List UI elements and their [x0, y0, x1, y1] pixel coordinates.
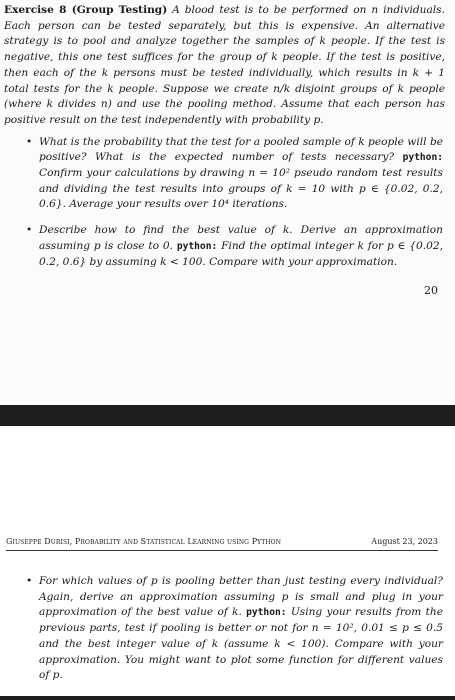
exercise-items — [4, 135, 445, 271]
running-header — [6, 537, 438, 551]
header-date: August 23, 2023 — [371, 537, 438, 546]
python-label: python: — [246, 607, 287, 619]
bullet-icon: • — [26, 135, 33, 148]
item-text: Describe how to find the best value of k. Derive an approximation assuming p is close to 0. — [39, 224, 443, 252]
page-divider — [0, 405, 455, 426]
python-label: python: — [176, 240, 218, 252]
bottom-strip — [0, 696, 455, 700]
bullet-icon: • — [26, 575, 33, 587]
exercise-intro — [4, 3, 445, 129]
header-author-title: Giuseppe Durisi, Probability and Statistical Learning using Python — [6, 537, 282, 546]
item-text: What is the probability that the test for a pooled sample of k people will be positive? What is the expected number of tests necessary? — [39, 135, 443, 164]
list-item — [4, 574, 445, 684]
list-item — [4, 223, 445, 270]
list-item — [4, 135, 445, 214]
exercise-title: Exercise 8 (Group Testing) — [4, 4, 168, 16]
continued-items — [4, 574, 445, 684]
exercise-block — [4, 3, 445, 280]
bullet-icon: • — [26, 224, 33, 237]
python-label: python: — [402, 152, 443, 164]
page-number: 20 — [424, 284, 438, 297]
item-text-cont: Using your results from the previous parts, test if pooling is better or not for n = 10², 0.01 ≤ p ≤ 0.5 and the best integer value of k (assume k < 100). Compare with your approximation. You might want to plot some function for different values of p. — [39, 606, 443, 682]
exercise-intro-text: A blood test is to be performed on n individuals. Each person can be tested separately, but this is expensive. An alternative strategy is to pool and analyze together the samples of k people. If the test is negative, this one test suffices for the group of k people. If the test is positive, then each of the k persons must be tested individually, which results in k + 1 total tests for the k people. Suppose we create n/k disjoint groups of k people (where k divides n) and use the pooling method. Assume that each person has positive result on the test independently with probability p. — [4, 4, 445, 126]
item-text-cont: Find the optimal integer k for p ∈ {0.02, 0.2, 0.6} by assuming k < 100. Compare with your approximation. — [39, 239, 443, 268]
page-bottom — [0, 426, 455, 696]
item-text: For which values of p is pooling better than just testing every individual? Again, derive an approximation assuming p is small and plug in your approximation of the best value of k. — [39, 575, 443, 619]
item-text-cont: Confirm your calculations by drawing n = 10² pseudo random test results and dividing the test results into groups of k = 10 with p ∈ {0.02, 0.2, 0.6}. Average your results over 10⁴ iterations. — [39, 167, 443, 211]
